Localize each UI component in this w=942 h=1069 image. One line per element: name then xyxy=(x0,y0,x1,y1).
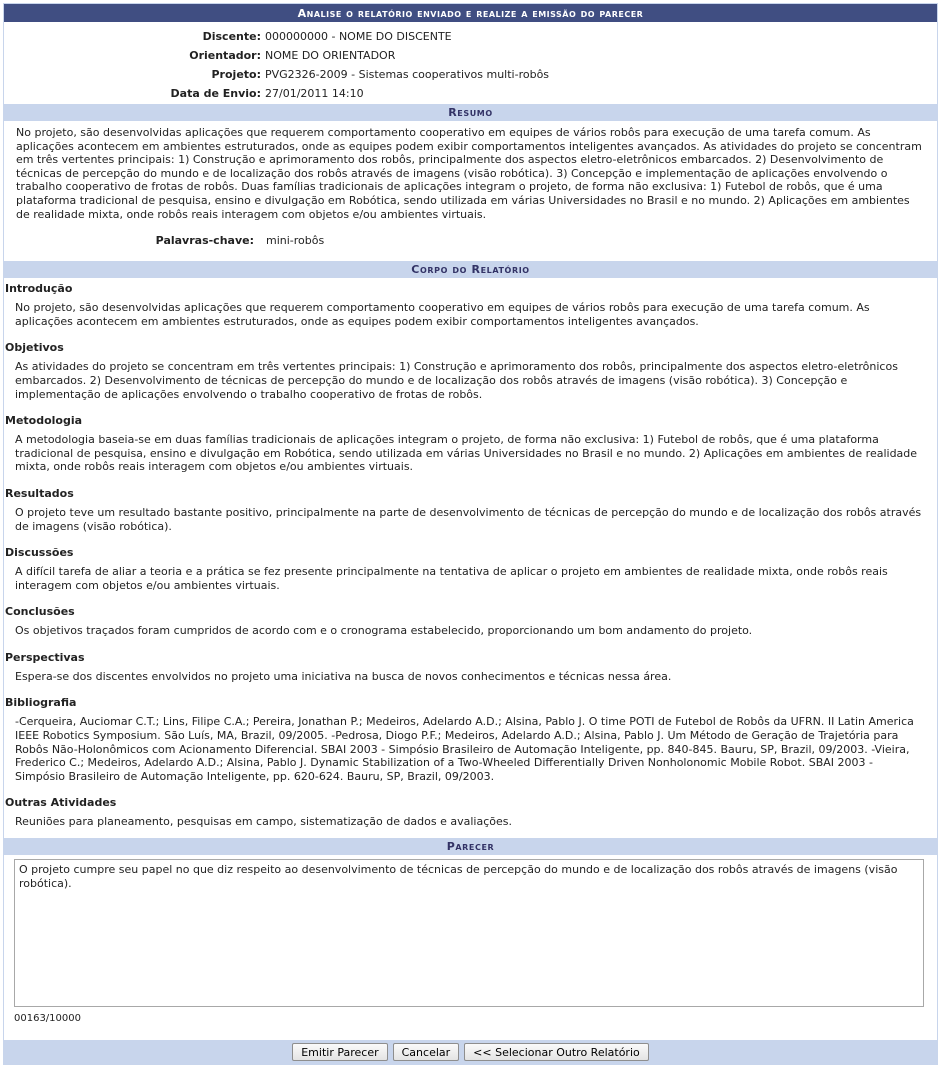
orientador-value: NOME DO ORIENTADOR xyxy=(265,49,396,62)
parecer-heading: Parecer xyxy=(4,838,937,855)
cancel-button[interactable]: Cancelar xyxy=(393,1043,460,1061)
projeto-row xyxy=(4,65,937,84)
section-text: A difícil tarefa de aliar a teoria e a prática se fez presente principalmente na tentativa de aplicar o projeto em ambientes de realidade mixta, onde robôs reais interagem com objetos e/ou ambientes virtuais. xyxy=(15,565,888,592)
report-info xyxy=(4,22,937,104)
section-title: Discussões xyxy=(5,546,74,560)
section-conclusoes xyxy=(4,601,937,647)
orientador-label: Orientador: xyxy=(189,49,261,62)
section-title: Resultados xyxy=(5,486,74,500)
form-footer xyxy=(4,1040,937,1064)
data-envio-label: Data de Envio: xyxy=(170,87,261,100)
select-other-report-button[interactable]: << Selecionar Outro Relatório xyxy=(464,1043,649,1061)
section-title: Bibliografia xyxy=(5,696,77,710)
resumo-text: No projeto, são desenvolvidas aplicações que requerem comportamento cooperativo em equipes de vários robôs para execução de uma tarefa comum. As aplicações acontecem em ambientes estruturados, onde as equipes podem exibir comportamentos inteligentes avançados. As atividades do projeto se concentram em três vertentes principais: 1) Construção e aprimoramento dos robôs, principalmente dos aspectos eletro-eletrônicos embarcados. 2) Desenvolvimento de técnicas de percepção do mundo e de localização dos robôs através de imagens (visão robótica). 3) Concepção e implementação de aplicações envolvendo o trabalho cooperativo de frotas de robôs. Duas famílias tradicionais de aplicações integram o projeto, de forma não exclusiva: 1) Futebol de robôs, que é uma plataforma tradicional de pesquisa, ensino e divulgação em Robótica, sendo utilizada em várias Universidades no Brasil e no mundo. 2) Aplicações em ambientes de realidade mixta, onde robôs reais interagem com objetos e/ou ambientes virtuais. xyxy=(16,126,922,221)
keywords-row xyxy=(4,221,937,261)
report-review-form xyxy=(3,3,938,1065)
section-introducao xyxy=(4,278,937,337)
section-title: Conclusões xyxy=(5,605,75,619)
projeto-value: PVG2326-2009 - Sistemas cooperativos multi-robôs xyxy=(265,68,550,81)
keywords-value: mini-robôs xyxy=(266,233,325,247)
section-text: Reuniões para planeamento, pesquisas em campo, sistematização de dados e avaliações. xyxy=(15,815,512,829)
section-objetivos xyxy=(4,337,937,410)
parecer-field-wrap xyxy=(4,855,937,1010)
section-outras-atividades xyxy=(4,792,937,838)
keywords-label: Palavras-chave: xyxy=(155,233,254,247)
section-text: No projeto, são desenvolvidas aplicações que requerem comportamento cooperativo em equipes de vários robôs para execução de uma tarefa comum. As aplicações acontecem em ambientes estruturados, onde as equipes podem exibir comportamentos inteligentes avançados. xyxy=(15,301,870,328)
section-title: Introdução xyxy=(5,282,73,296)
data-envio-value: 27/01/2011 14:10 xyxy=(265,87,364,100)
section-title: Perspectivas xyxy=(5,650,85,664)
section-title: Metodologia xyxy=(5,414,83,428)
corpo-heading: Corpo do Relatório xyxy=(4,261,937,278)
emitir-parecer-button[interactable]: Emitir Parecer xyxy=(292,1043,387,1061)
section-title: Outras Atividades xyxy=(5,796,117,810)
section-perspectivas xyxy=(4,647,937,693)
section-bibliografia xyxy=(4,692,937,792)
discente-row xyxy=(4,27,937,46)
section-text: Os objetivos traçados foram cumpridos de acordo com e o cronograma estabelecido, proporcionando um bom andamento do projeto. xyxy=(15,624,753,638)
section-text: O projeto teve um resultado bastante positivo, principalmente na parte de desenvolvimento de técnicas de percepção do mundo e de localização dos robôs através de imagens (visão robótica). xyxy=(15,505,922,533)
section-title: Objetivos xyxy=(5,341,64,355)
projeto-label: Projeto: xyxy=(211,68,261,81)
char-counter: 00163/10000 xyxy=(14,1013,81,1025)
section-text: A metodologia baseia-se em duas famílias tradicionais de aplicações integram o projeto, de forma não exclusiva: 1) Futebol de robôs, que é uma plataforma tradicional de pesquisa, ensino e divulgação em Robótica, sendo utilizada em várias Universidades no Brasil e no mundo. 2) Aplicações em ambientes de realidade mixta, onde robôs reais interagem com objetos e/ou ambientes virtuais. xyxy=(15,433,918,474)
section-text: -Cerqueira, Auciomar C.T.; Lins, Filipe C.A.; Pereira, Jonathan P.; Medeiros, Adelardo A.D.; Alsina, Pablo J. O time POTI de Futebol de Robôs da UFRN. II Latin America IEEE Robotics Symposium. São Luís, MA, Brazil, 09/2005. -Pedrosa, Diogo P.F.; Medeiros, Adelardo A.D.; Alsina, Pablo J. Um Método de Geração de Trajetória para Robôs Não-Holonômicos com Acionamento Diferencial. SBAI 2003 - Simpósio Brasileiro de Automação Inteligente, pp. 840-845. Bauru, SP, Brazil, 09/2003. -Vieira, Frederico C.; Medeiros, Adelardo A.D.; Alsina, Pablo J. Dynamic Stabilization of a Two-Wheeled Differentially Driven Nonholonomic Mobile Robot. SBAI 2003 - Simpósio Brasileiro de Automação Inteligente, pp. 620-624. Bauru, SP, Brazil, 09/2003. xyxy=(15,715,914,783)
section-resultados xyxy=(4,483,937,542)
discente-label: Discente: xyxy=(202,30,261,43)
data-envio-row xyxy=(4,84,937,103)
discente-value: 000000000 - NOME DO DISCENTE xyxy=(265,30,452,43)
section-metodologia xyxy=(4,410,937,483)
section-text: Espera-se dos discentes envolvidos no projeto uma iniciativa na busca de novos conhecimentos e técnicas nessa área. xyxy=(15,669,672,683)
resumo-heading: Resumo xyxy=(4,104,937,121)
section-text: As atividades do projeto se concentram em três vertentes principais: 1) Construção e aprimoramento dos robôs, principalmente dos aspectos eletro-eletrônicos embarcados. 2) Desenvolvimento de técnicas de percepção do mundo e de localização dos robôs através de imagens (visão robótica). 3) Concepção e implementação de aplicações envolvendo o trabalho cooperativo de frotas de robôs. xyxy=(15,360,898,401)
orientador-row xyxy=(4,46,937,65)
parecer-textarea[interactable] xyxy=(14,859,924,1007)
form-caption: Analise o relatório enviado e realize a emissão do parecer xyxy=(4,4,937,22)
section-discussoes xyxy=(4,542,937,601)
